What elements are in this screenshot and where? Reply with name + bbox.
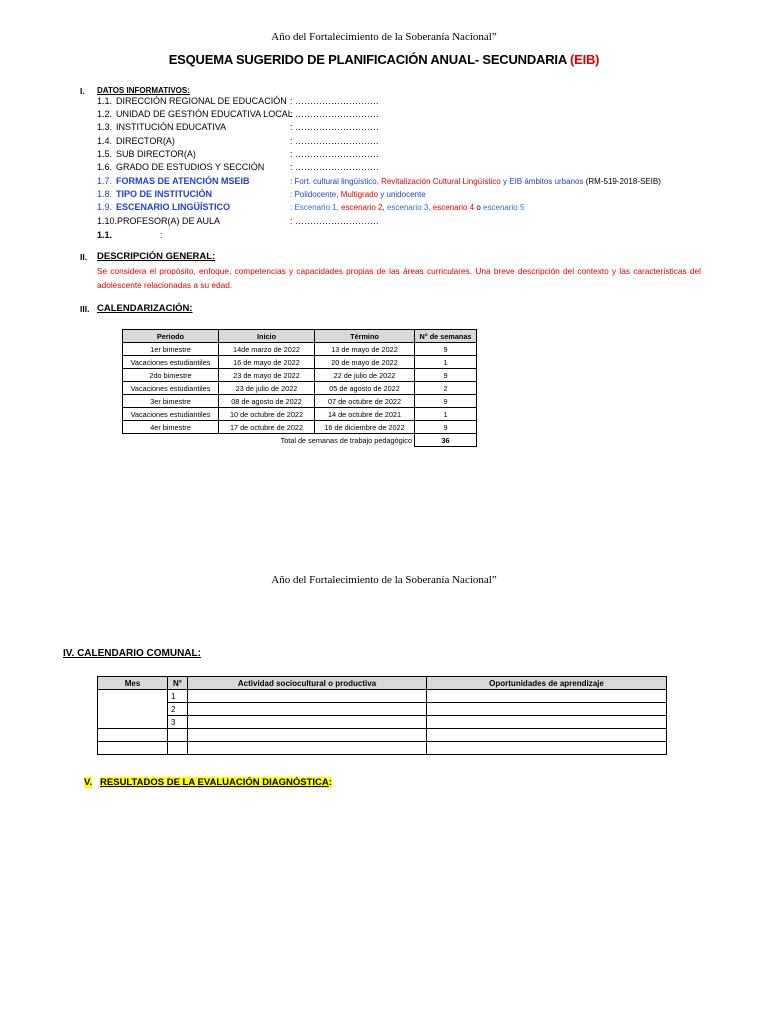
header-year-text: Año del Fortalecimiento de la Soberanía Nacional” (271, 31, 497, 43)
total-row (123, 434, 477, 447)
section-4-title: IV. CALENDARIO COMUNAL: (63, 648, 201, 659)
table-header-row (98, 677, 667, 690)
title-suffix: (EIB) (569, 52, 600, 67)
table-row: Vacaciones estudiantiles 16 de mayo de 2022 20 de mayo de 2022 1 (123, 356, 477, 369)
section-5-title: RESULTADOS DE LA EVALUACIÓN DIAGNÓSTICA (100, 777, 329, 788)
info-row: 1.1. DIRECCIÓN REGIONAL DE EDUCACIÓN : ………………………. (97, 95, 287, 108)
column-header: Mes (98, 677, 168, 690)
table-row: Vacaciones estudiantiles 23 de julio de 2022 05 de agosto de 2022 2 (123, 382, 477, 395)
info-row: 1.6. GRADO DE ESTUDIOS Y SECCIÓN : ………………………. (97, 161, 264, 174)
dots-field: : ………………………. (290, 216, 379, 226)
section-2-title: DESCRIPCIÓN GENERAL: (97, 251, 216, 262)
column-header: Inicio (219, 330, 315, 343)
table-row: 3er bimestre 08 de agosto de 2022 07 de octubre de 2022 9 (123, 395, 477, 408)
section-1-number: I. (80, 86, 85, 96)
calendarizacion-table (122, 329, 477, 447)
table-row: 2do bimestre 23 de mayo de 2022 22 de julio de 2022 9 (123, 369, 477, 382)
tipo-institucion-value: : Polidocente, Multigrado y unidocente (290, 190, 426, 199)
dots-field: : ………………………. (290, 149, 379, 159)
info-row: 1.8. TIPO DE INSTITUCIÓN : Polidocente, Multigrado y unidocente (97, 188, 212, 201)
info-row: 1.2. UNIDAD DE GESTIÓN EDUCATIVA LOCAL : ………………………. (97, 108, 293, 121)
total-value: 36 (415, 434, 477, 447)
column-header: N° (168, 677, 188, 690)
info-row: 1.1. : (97, 230, 163, 240)
dots-field: : ………………………. (290, 122, 379, 132)
section-5-number: V. (84, 777, 93, 788)
section-3-title: CALENDARIZACIÓN: (97, 303, 193, 314)
table-header-row (123, 330, 477, 343)
table-row: 1er bimestre 14de marzo de 2022 13 de mayo de 2022 9 (123, 343, 477, 356)
column-header: N° de semanas (415, 330, 477, 343)
table-row: 1 (98, 690, 667, 703)
dots-field: : ………………………. (290, 96, 379, 106)
column-header: Término (315, 330, 415, 343)
table-row: 4er bimestre 17 de octubre de 2022 16 de diciembre de 2022 9 (123, 421, 477, 434)
dots-field: : ………………………. (290, 162, 379, 172)
table-row (98, 729, 667, 742)
section-3-number: III. (80, 304, 90, 314)
escenario-value: : Escenario 1, escenario 2, escenario 3, escenario 4 o escenario 5 (290, 203, 525, 212)
column-header: Oportunidades de aprendizaje (427, 677, 667, 690)
section-2-number: II. (80, 252, 88, 262)
column-header: Periodo (123, 330, 219, 343)
title-main: ESQUEMA SUGERIDO DE PLANIFICACIÓN ANUAL- SECUNDARIA (168, 52, 570, 67)
total-label: Total de semanas de trabajo pedagógico (123, 434, 415, 447)
formas-atencion-value: : Fort. cultural lingüístico, Revitalización Cultural Lingüístico y EIB ámbitos urbanos (RM-519-2018-SEIB) (290, 177, 661, 186)
table-row: Vacaciones estudiantiles 10 de octubre de 2022 14 de octubre de 2021 1 (123, 408, 477, 421)
table-row: 3 (98, 716, 667, 729)
header-year-text-page-2: Año del Fortalecimiento de la Soberanía Nacional” (271, 574, 497, 586)
column-header: Actividad sociocultural o productiva (188, 677, 427, 690)
page-title (0, 52, 768, 67)
info-row: 1.10.PROFESOR(A) DE AULA : ………………………. (97, 215, 220, 228)
info-row: 1.7. FORMAS DE ATENCIÓN MSEIB : Fort. cultural lingüístico, Revitalización Cultural Lingüístico y EIB ámbitos urbanos (RM-519-2018-SEIB) (97, 175, 250, 188)
info-row: 1.3. INSTITUCIÓN EDUCATIVA : ………………………. (97, 121, 226, 134)
info-row: 1.5. SUB DIRECTOR(A) : ………………………. (97, 148, 196, 161)
table-row (98, 742, 667, 755)
info-row: 1.4. DIRECTOR(A) : ………………………. (97, 135, 175, 148)
section-5-heading: V. RESULTADOS DE LA EVALUACIÓN DIAGNÓSTICA: (84, 777, 332, 788)
dots-field: : ………………………. (290, 136, 379, 146)
info-row: 1.9. ESCENARIO LINGÜÍSTICO : Escenario 1, escenario 2, escenario 3, escenario 4 o escenario 5 (97, 201, 230, 214)
calendario-comunal-table (97, 676, 667, 755)
section-1-title: DATOS INFORMATIVOS: (97, 86, 190, 95)
dots-field: : ………………………. (290, 109, 379, 119)
description-text: Se considera el propósito, enfoque, competencias y capacidades propias de las áreas curriculares. Una breve descripción del contexto y las características del adolescente relacionadas a su edad. (97, 266, 701, 290)
table-row: 2 (98, 703, 667, 716)
